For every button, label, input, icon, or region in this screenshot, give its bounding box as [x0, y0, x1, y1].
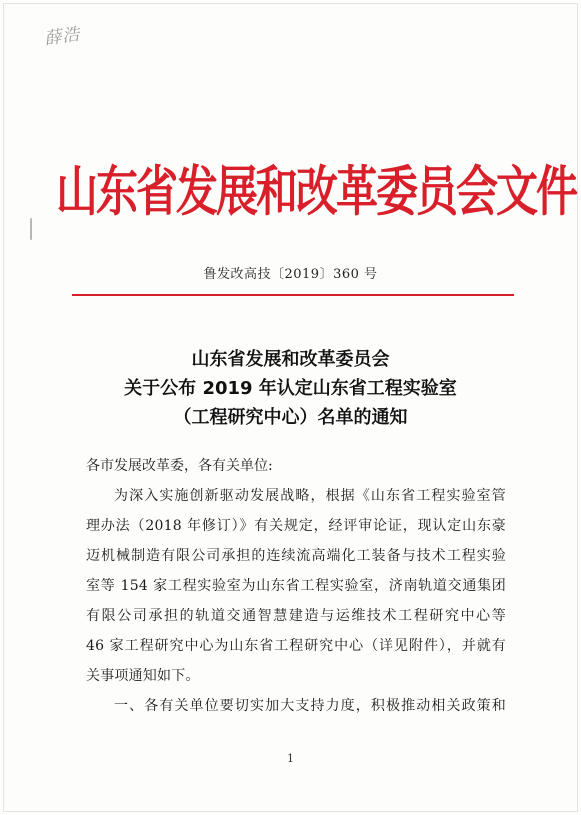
body-line-6: 46 家工程研究中心为山东省工程研究中心（详见附件），并就有	[86, 638, 506, 654]
body-line-2: 理办法（2018 年修订）》有关规定，经评审论证，现认定山东豪	[86, 518, 506, 534]
notice-title-line-1: 山东省发展和改革委员会	[191, 349, 390, 370]
body-line-7: 关事项通知如下。	[86, 668, 200, 684]
page-number: 1	[287, 752, 294, 765]
scan-mark	[30, 218, 32, 240]
salutation: 各市发展改革委，各有关单位:	[86, 458, 273, 474]
document-number: 鲁发改高技〔2019〕360 号	[203, 267, 378, 282]
handwritten-note: 薛浩	[43, 24, 82, 50]
notice-title-line-3: （工程研究中心）名单的通知	[173, 407, 408, 428]
body-line-3: 迈机械制造有限公司承担的连续流高端化工装备与技术工程实验	[86, 548, 506, 564]
body-line-8: 一、各有关单位要切实加大支持力度，积极推动相关政策和	[114, 698, 506, 714]
body-line-1: 为深入实施创新驱动发展战略，根据《山东省工程实验室管	[114, 488, 506, 504]
notice-title-line-2: 关于公布 2019 年认定山东省工程实验室	[124, 378, 457, 399]
red-header-title: 山东省发展和改革委员会文件	[56, 160, 577, 223]
red-divider-line	[72, 294, 514, 296]
body-line-5: 有限公司承担的轨道交通智慧建造与运维技术工程研究中心等	[86, 608, 506, 624]
body-line-4: 室等 154 家工程实验室为山东省工程实验室，济南轨道交通集团	[86, 578, 506, 594]
